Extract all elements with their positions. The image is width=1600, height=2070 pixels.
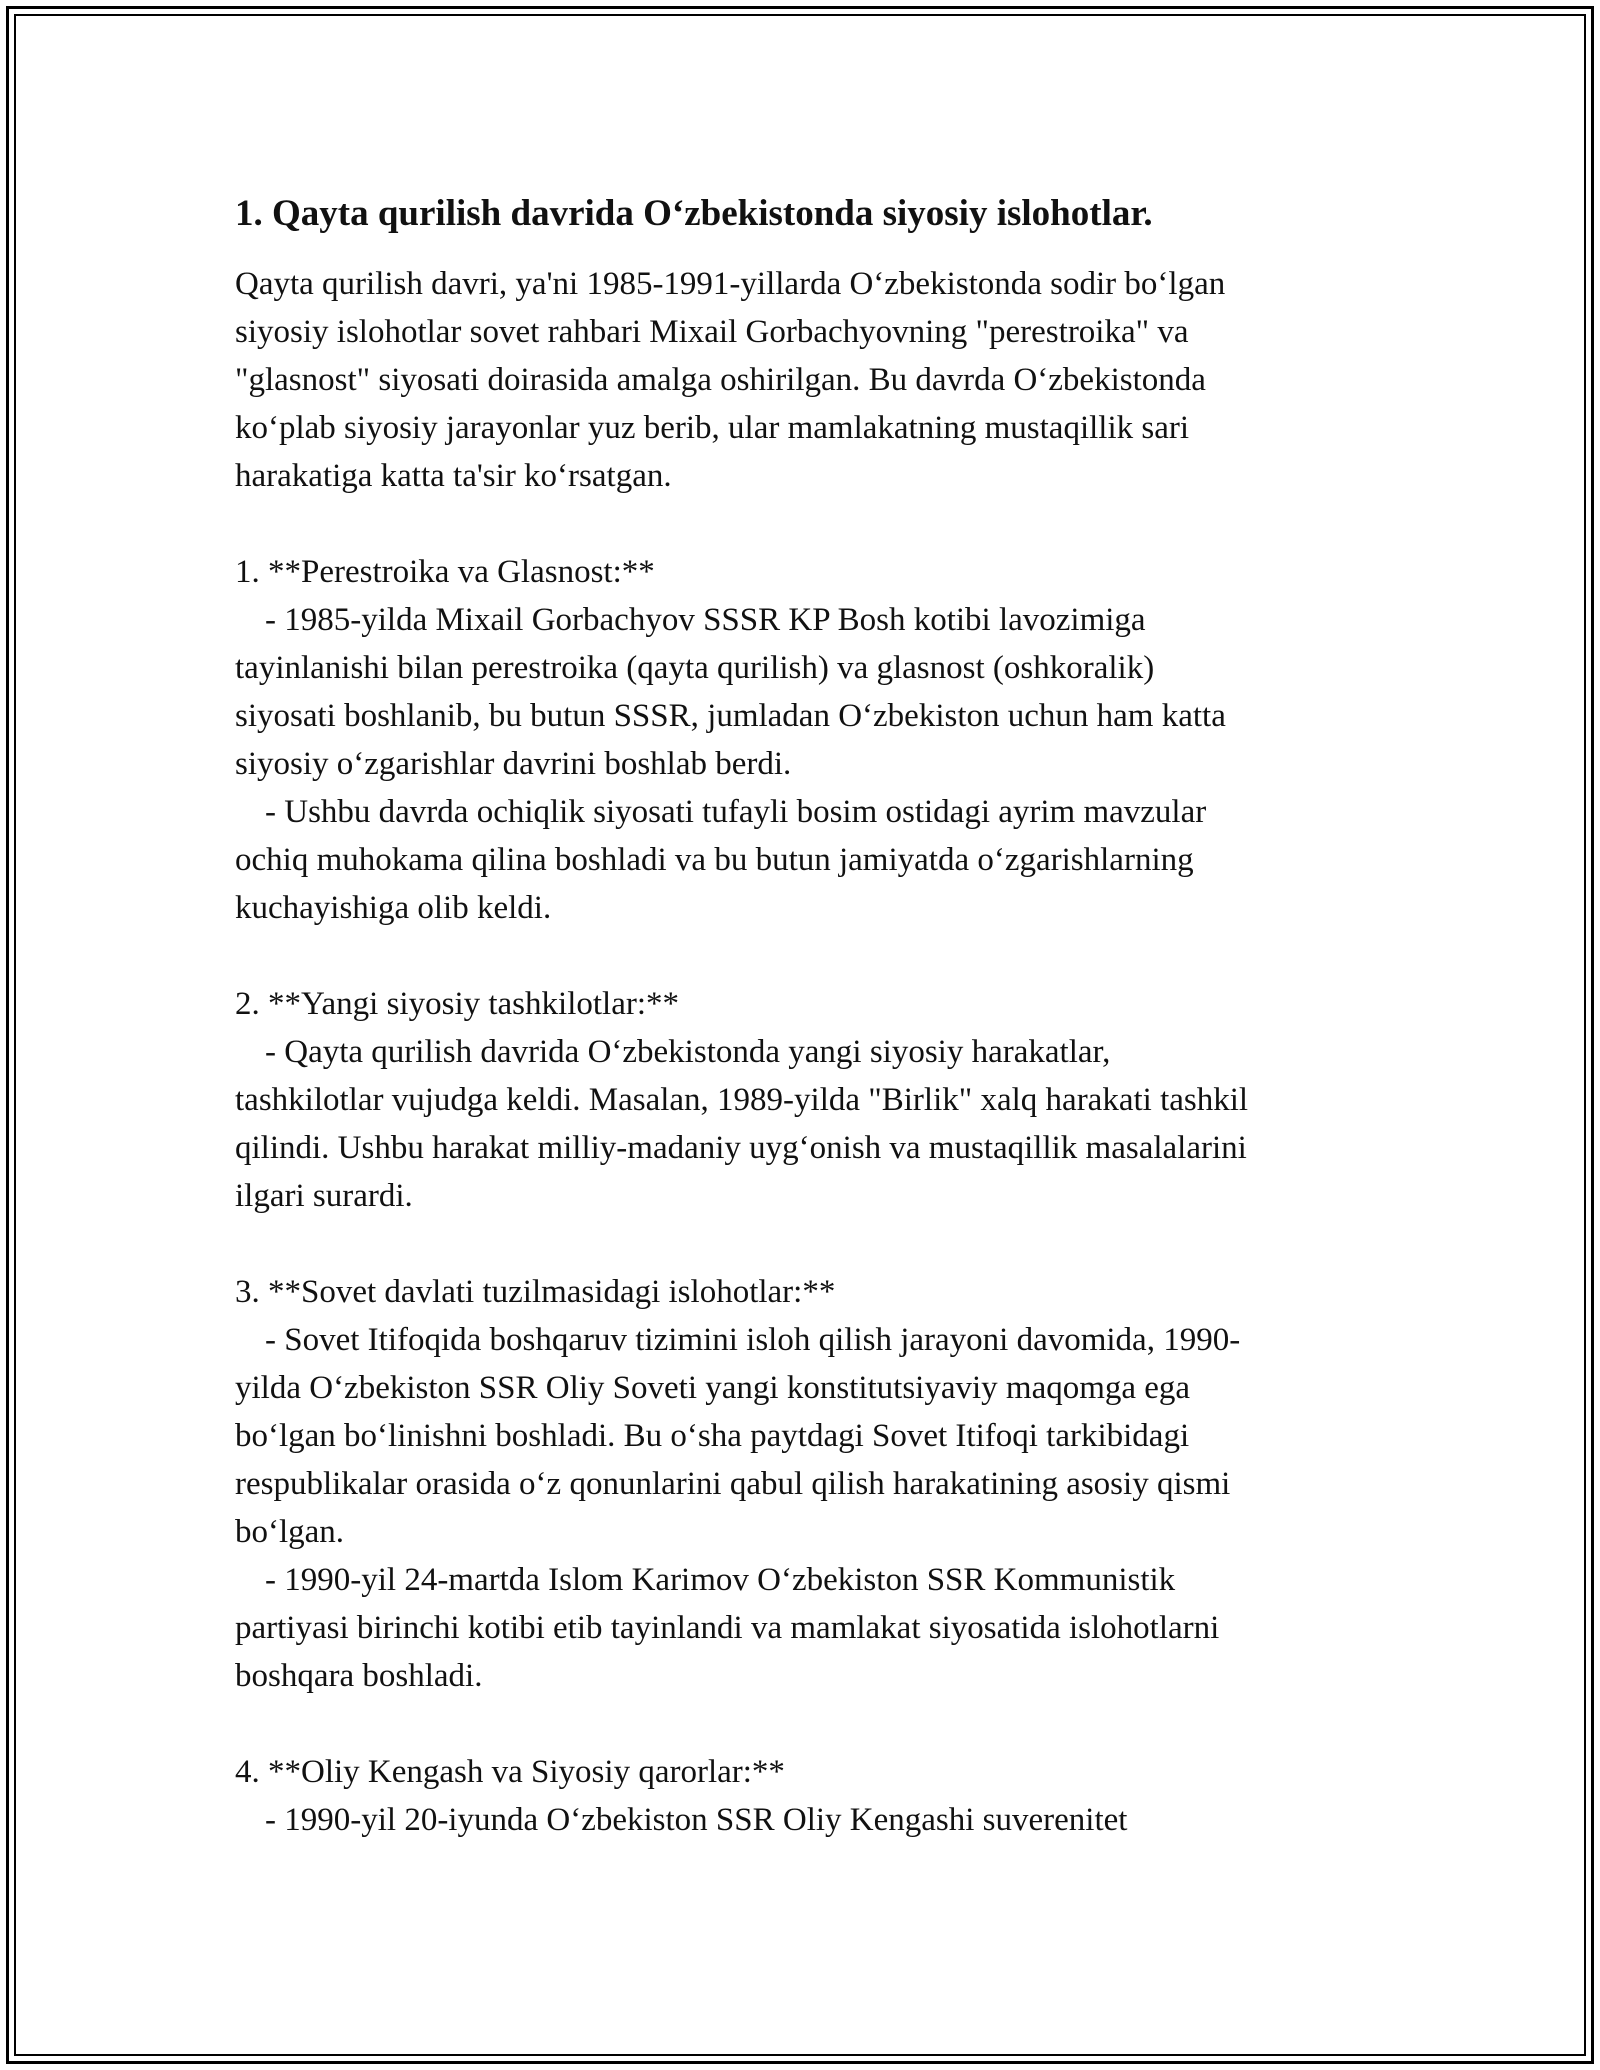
body-line: bo‘lgan. [235, 1514, 345, 1550]
bullet-line: - Sovet Itifoqida boshqaruv tizimini isloh qilish jarayoni davomida, 1990- [265, 1322, 1241, 1358]
section-title: 3. **Sovet davlati tuzilmasidagi islohotlar:** [235, 1274, 836, 1310]
paragraph-gap [235, 1700, 1375, 1748]
intro-line: harakatiga katta ta'sir ko‘rsatgan. [235, 458, 672, 494]
body-line: siyosiy o‘zgarishlar davrini boshlab berdi. [235, 746, 792, 782]
section-new-organizations [235, 980, 1375, 1220]
paragraph-gap [235, 1220, 1375, 1268]
body-line: yilda O‘zbekiston SSR Oliy Soveti yangi konstitutsiyaviy maqomga ega [235, 1370, 1191, 1406]
paragraph-gap [235, 500, 1375, 548]
body-line: respublikalar orasida o‘z qonunlarini qabul qilish harakatining asosiy qismi [235, 1466, 1231, 1502]
body-line: kuchayishiga olib keldi. [235, 890, 552, 926]
intro-line: siyosiy islohotlar sovet rahbari Mixail Gorbachyovning "perestroika" va [235, 314, 1189, 350]
intro-paragraph [235, 260, 1375, 500]
body-line: tayinlanishi bilan perestroika (qayta qurilish) va glasnost (oshkoralik) [235, 650, 1155, 686]
section-supreme-council [235, 1748, 1375, 1844]
body-line: bo‘lgan bo‘linishni boshladi. Bu o‘sha paytdagi Sovet Itifoqi tarkibidagi [235, 1418, 1190, 1454]
body-line: ilgari surardi. [235, 1178, 413, 1214]
body-line: qilindi. Ushbu harakat milliy-madaniy uyg‘onish va mustaqillik masalalarini [235, 1130, 1247, 1166]
bullet-line: - 1990-yil 20-iyunda O‘zbekiston SSR Oliy Kengashi suverenitet [265, 1802, 1128, 1838]
section-title: 2. **Yangi siyosiy tashkilotlar:** [235, 986, 680, 1022]
section-state-reforms [235, 1268, 1375, 1700]
document-heading: 1. Qayta qurilish davrida O‘zbekistonda siyosiy islohotlar. [235, 193, 1153, 234]
section-title: 4. **Oliy Kengash va Siyosiy qarorlar:** [235, 1754, 785, 1790]
document-page [235, 188, 1375, 1844]
bullet-line: - Qayta qurilish davrida O‘zbekistonda yangi siyosiy harakatlar, [265, 1034, 1111, 1070]
intro-line: Qayta qurilish davri, ya'ni 1985-1991-yillarda O‘zbekistonda sodir bo‘lgan [235, 266, 1226, 302]
body-line: ochiq muhokama qilina boshladi va bu butun jamiyatda o‘zgarishlarning [235, 842, 1194, 878]
section-perestroika [235, 548, 1375, 932]
body-line: boshqara boshladi. [235, 1658, 483, 1694]
body-line: tashkilotlar vujudga keldi. Masalan, 1989-yilda "Birlik" xalq harakati tashkil [235, 1082, 1249, 1118]
bullet-line: - 1990-yil 24-martda Islom Karimov O‘zbekiston SSR Kommunistik [265, 1562, 1176, 1598]
body-line: siyosati boshlanib, bu butun SSSR, jumladan O‘zbekiston uchun ham katta [235, 698, 1226, 734]
body-line: partiyasi birinchi kotibi etib tayinlandi va mamlakat siyosatida islohotlarni [235, 1610, 1220, 1646]
intro-line: "glasnost" siyosati doirasida amalga oshirilgan. Bu davrda O‘zbekistonda [235, 362, 1206, 398]
paragraph-gap [235, 932, 1375, 980]
bullet-line: - Ushbu davrda ochiqlik siyosati tufayli bosim ostidagi ayrim mavzular [265, 794, 1207, 830]
intro-line: ko‘plab siyosiy jarayonlar yuz berib, ular mamlakatning mustaqillik sari [235, 410, 1190, 446]
bullet-line: - 1985-yilda Mixail Gorbachyov SSSR KP Bosh kotibi lavozimiga [265, 602, 1146, 638]
section-title: 1. **Perestroika va Glasnost:** [235, 554, 655, 590]
